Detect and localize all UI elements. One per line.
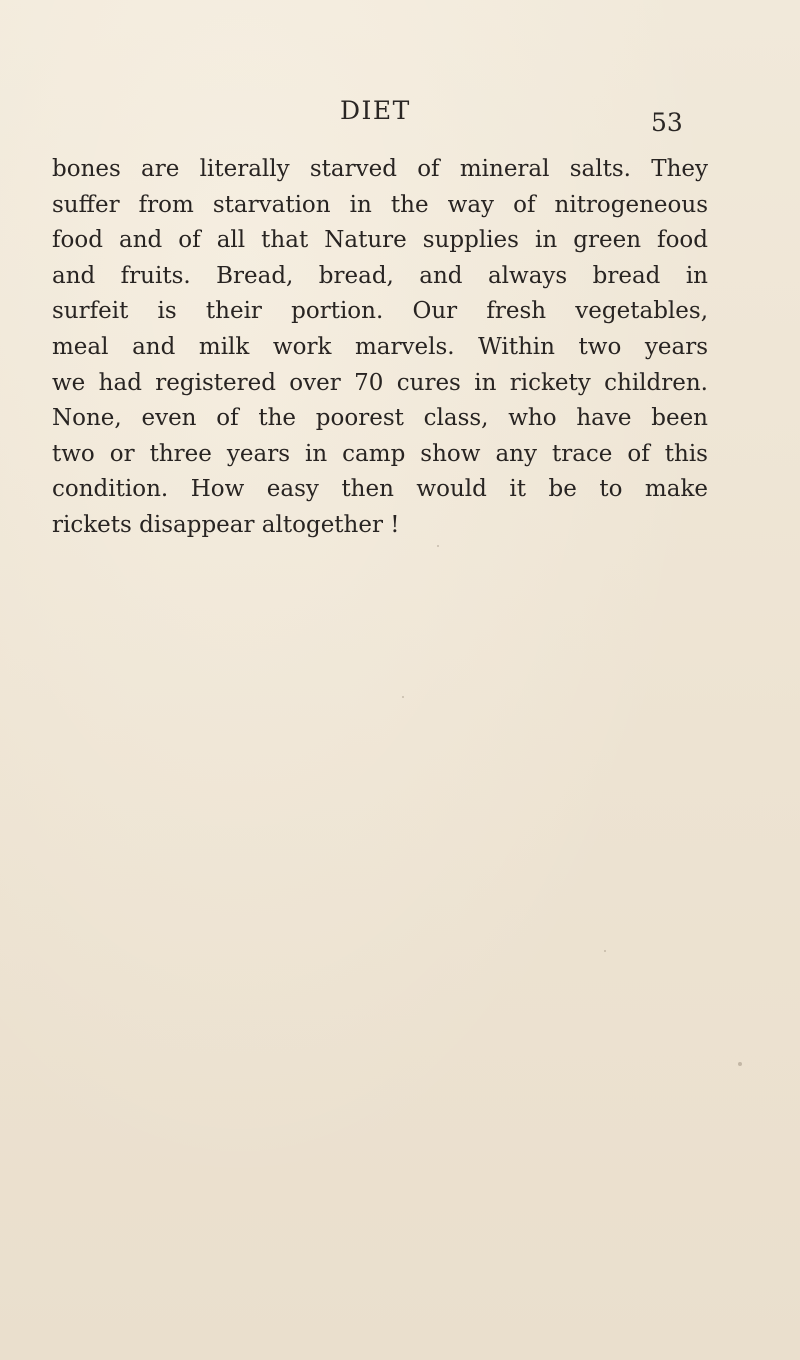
text-line: and fruits. Bread, bread, and always bread in [52, 262, 708, 289]
paper-speck [604, 950, 606, 952]
text-line: None, even of the poorest class, who have been [52, 405, 708, 432]
paper-speck [402, 696, 404, 698]
running-head [0, 96, 800, 142]
text-line: bones are literally starved of mineral salts. They [52, 156, 708, 182]
text-line: we had registered over 70 cures in rickety children. [52, 369, 708, 396]
text-line: surfeit is their portion. Our fresh vegetables, [52, 298, 708, 325]
text-line: two or three years in camp show any trace of this [52, 440, 708, 467]
running-title: DIET [340, 96, 411, 125]
text-line: food and of all that Nature supplies in green food [52, 227, 708, 254]
body-paragraph [52, 152, 708, 544]
text-line: suffer from starvation in the way of nitrogeneous [52, 191, 708, 218]
paper-speck [738, 1062, 742, 1066]
text-line: meal and milk work marvels. Within two years [52, 333, 708, 360]
page-number: 53 [651, 108, 683, 137]
text-line: condition. How easy then would it be to make [52, 476, 708, 503]
text-line: rickets disappear altogether ! [52, 511, 400, 538]
paper-speck [437, 545, 439, 547]
